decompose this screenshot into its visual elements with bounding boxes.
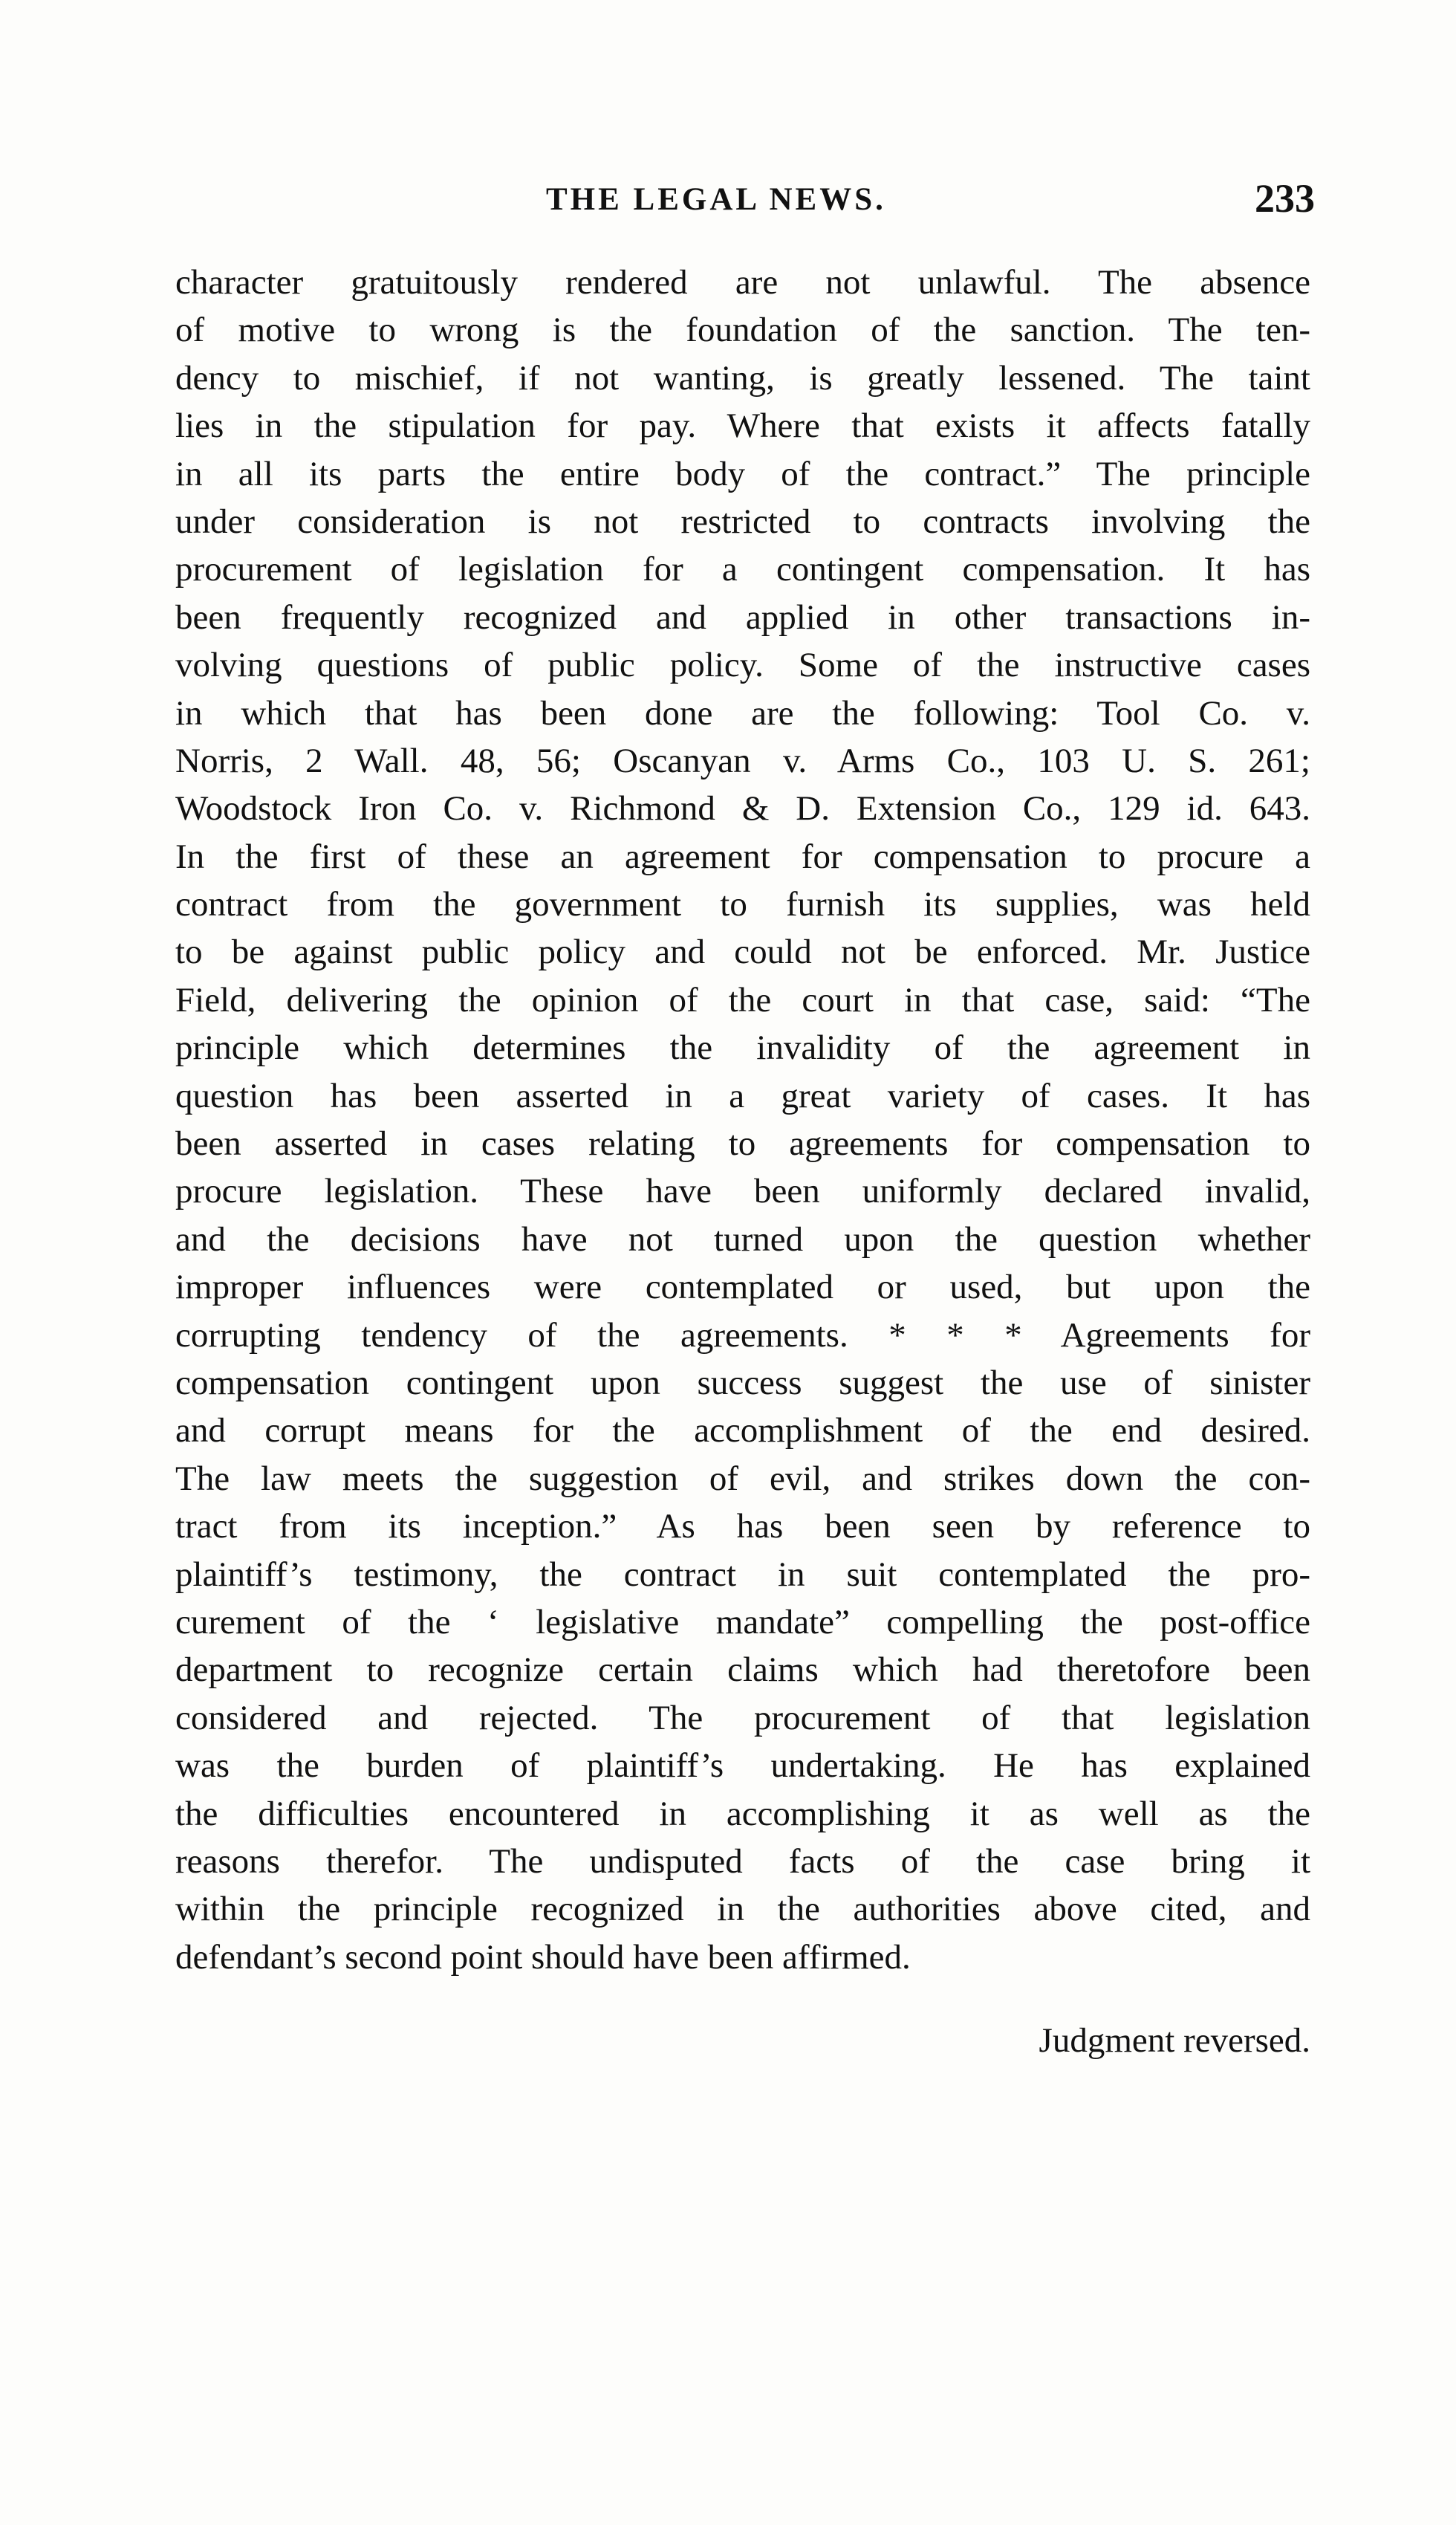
text-line: dency to mischief, if not wanting, is greatly lessened. The taint bbox=[175, 358, 1310, 398]
text-line: corrupting tendency of the agreements. * * * Agreements for bbox=[175, 1315, 1310, 1355]
text-line: was the burden of plaintiff’s undertaking. He has explained bbox=[175, 1746, 1310, 1786]
text-line: defendant’s second point should have been affirmed. bbox=[175, 1937, 911, 1977]
text-line: lies in the stipulation for pay. Where that exists it affects fatally bbox=[175, 406, 1310, 446]
text-line: improper influences were contemplated or used, but upon the bbox=[175, 1268, 1310, 1307]
text-line: considered and rejected. The procurement of that legislation bbox=[175, 1698, 1310, 1737]
text-line: reasons therefor. The undisputed facts of the case bring it bbox=[175, 1841, 1310, 1881]
text-line: department to recognize certain claims which had theretofore been bbox=[175, 1650, 1310, 1690]
judgment-line: Judgment reversed. bbox=[1039, 2021, 1310, 2060]
text-line: tract from its inception.” As has been seen by reference to bbox=[175, 1507, 1310, 1546]
text-line: in which that has been done are the following: Tool Co. v. bbox=[175, 693, 1310, 733]
body-paragraph bbox=[175, 259, 1310, 1981]
text-line: compensation contingent upon success suggest the use of sinister bbox=[175, 1363, 1310, 1402]
text-line: to be against public policy and could not be enforced. Mr. Justice bbox=[175, 933, 1310, 972]
text-line: Norris, 2 Wall. 48, 56; Oscanyan v. Arms Co., 103 U. S. 261; bbox=[175, 741, 1310, 780]
text-line: curement of the ‘ legislative mandate” compelling the post-office bbox=[175, 1602, 1310, 1641]
page-number: 233 bbox=[1255, 176, 1315, 221]
text-line: Woodstock Iron Co. v. Richmond & D. Extension Co., 129 id. 643. bbox=[175, 789, 1310, 829]
text-line: within the principle recognized in the authorities above cited, and bbox=[175, 1890, 1310, 1929]
running-title: THE LEGAL NEWS. bbox=[546, 182, 886, 217]
text-line: in all its parts the entire body of the contract.” The principle bbox=[175, 454, 1310, 493]
text-line: Field, delivering the opinion of the court in that case, said: “The bbox=[175, 980, 1310, 1020]
text-line: volving questions of public policy. Some of the instructive cases bbox=[175, 646, 1310, 685]
text-line: under consideration is not restricted to contracts involving the bbox=[175, 502, 1310, 541]
text-line: procure legislation. These have been uniformly declared invalid, bbox=[175, 1172, 1310, 1211]
text-line: of motive to wrong is the foundation of the sanction. The ten- bbox=[175, 311, 1310, 350]
text-line: been asserted in cases relating to agreements for compensation to bbox=[175, 1124, 1310, 1164]
text-line: plaintiff’s testimony, the contract in suit contemplated the pro- bbox=[175, 1555, 1310, 1594]
text-line: and the decisions have not turned upon the question whether bbox=[175, 1219, 1310, 1259]
text-line: The law meets the suggestion of evil, and strikes down the con- bbox=[175, 1459, 1310, 1498]
text-line: procurement of legislation for a contingent compensation. It has bbox=[175, 550, 1310, 589]
text-line: been frequently recognized and applied in other transactions in- bbox=[175, 597, 1310, 637]
text-line: character gratuitously rendered are not unlawful. The absence bbox=[175, 263, 1310, 302]
text-line: contract from the government to furnish its supplies, was held bbox=[175, 885, 1310, 924]
text-line: and corrupt means for the accomplishment of the end desired. bbox=[175, 1411, 1310, 1451]
text-line: In the first of these an agreement for compensation to procure a bbox=[175, 837, 1310, 876]
text-line: the difficulties encountered in accomplishing it as well as the bbox=[175, 1794, 1310, 1833]
running-head bbox=[171, 175, 1315, 227]
text-line: question has been asserted in a great variety of cases. It has bbox=[175, 1076, 1310, 1115]
text-line: principle which determines the invalidity of the agreement in bbox=[175, 1028, 1310, 1068]
